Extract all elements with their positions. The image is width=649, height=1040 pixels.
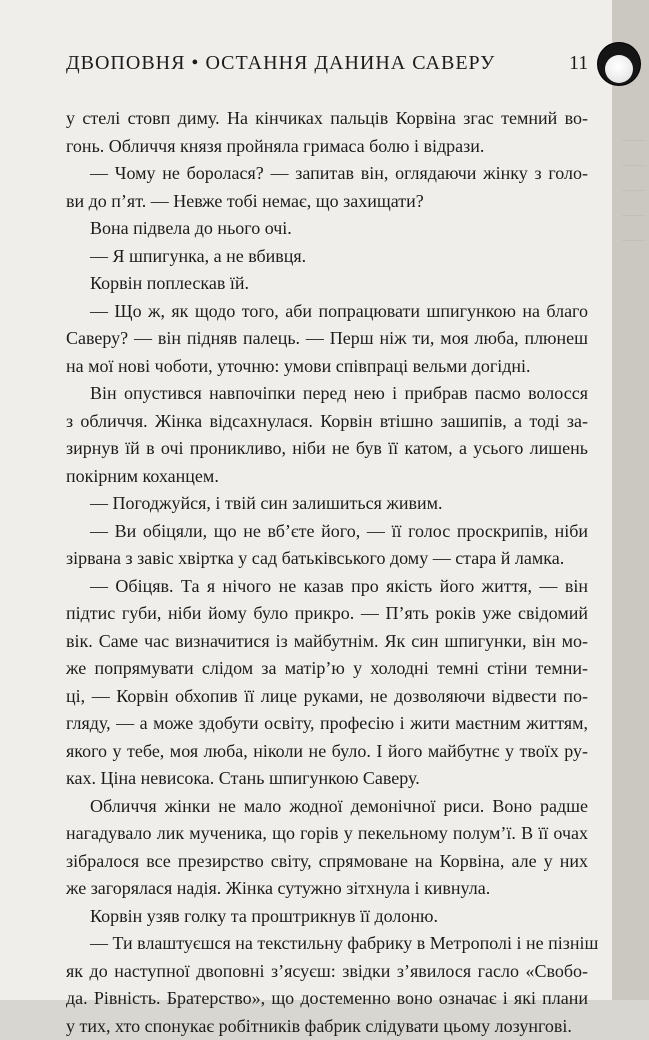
text-line: з обличчя. Жінка відсахнулася. Корвін втішно зашипів, а тоді за- — [66, 408, 588, 436]
text-line: Вона підвела до нього очі. — [66, 215, 588, 243]
text-line: же попрямувати слідом за матір’ю у холодні темні стіни темни- — [66, 655, 588, 683]
text-line: да. Рівність. Братерство», що достеменно воно означає і які плани — [66, 985, 588, 1013]
text-line: у тих, хто спонукає робітників фабрик слідувати цьому лозунгові. — [66, 1013, 588, 1040]
text-line: як до наступної двоповні з’ясуєш: звідки з’явилося гасло «Свобо- — [66, 958, 588, 986]
text-line: — Чому не боролася? — запитав він, оглядаючи жінку з голо- — [66, 160, 588, 188]
bleed-through-line — [622, 165, 646, 166]
text-line: — Я шпигунка, а не вбивця. — [66, 243, 588, 271]
bleed-through-line — [622, 240, 646, 241]
text-line: гонь. Обличчя князя пройняла гримаса болю і відрази. — [66, 133, 588, 161]
text-line: підтис губи, ніби йому було прикро. — П’ять років уже свідомий — [66, 600, 588, 628]
text-line: на мої нові чоботи, уточню: умови співпраці вельми догідні. — [66, 353, 588, 381]
bleed-through-line — [622, 140, 646, 141]
text-line: зібралося все презирство світу, спрямоване на Корвіна, але у них — [66, 848, 588, 876]
text-line: же загорялася надія. Жінка сутужно зітхнула і кивнула. — [66, 875, 588, 903]
text-line: зирнув їй в очі проникливо, ніби не був її катом, а усього лишень — [66, 435, 588, 463]
page-edge — [612, 0, 649, 1000]
text-line: у стелі стовп диму. На кінчиках пальців Корвіна згас темний во- — [66, 105, 588, 133]
text-line: — Обіцяв. Та я нічого не казав про якість його життя, — він — [66, 573, 588, 601]
text-line: — Ви обіцяли, що не вб’єте його, — її голос проскрипів, ніби — [66, 518, 588, 546]
running-head: ДВОПОВНЯ • ОСТАННЯ ДАНИНА САВЕРУ — [66, 52, 495, 75]
text-line: покірним коханцем. — [66, 463, 588, 491]
text-line: Саверу? — він підняв палець. — Перш ніж ти, моя люба, плюнеш — [66, 325, 588, 353]
text-line: ви до п’ят. — Невже тобі немає, що захищати? — [66, 188, 588, 216]
text-line: зірвана з завіс хвіртка у сад батьківського дому — стара й ламка. — [66, 545, 588, 573]
text-line: нагадувало лик мученика, що горів у пекельному полум’ї. В її очах — [66, 820, 588, 848]
text-line: Корвін узяв голку та проштрикнув її долоню. — [66, 903, 588, 931]
text-line: ках. Ціна невисока. Стань шпигункою Саверу. — [66, 765, 588, 793]
bleed-through-line — [622, 215, 646, 216]
text-line: — Погоджуйся, і твій син залишиться живим. — [66, 490, 588, 518]
text-line: гляду, — а може здобути освіту, професію і жити маєтним життям, — [66, 710, 588, 738]
page-number: 11 — [569, 52, 588, 75]
body-text — [66, 105, 588, 1040]
text-line: Обличчя жінки не мало жодної демонічної риси. Воно радше — [66, 793, 588, 821]
text-line: якого у тебе, моя люба, ніколи не було. І його майбутнє у твоїх ру- — [66, 738, 588, 766]
moon-icon — [598, 43, 640, 85]
text-line: Корвін поплескав їй. — [66, 270, 588, 298]
text-line: ці, — Корвін обхопив її лице руками, не дозволяючи відвести по- — [66, 683, 588, 711]
bleed-through-line — [622, 190, 646, 191]
text-line: вік. Саме час визначитися із майбутнім. Як син шпигунки, він мо- — [66, 628, 588, 656]
text-line: — Що ж, як щодо того, аби попрацювати шпигункою на благо — [66, 298, 588, 326]
text-line: — Ти влаштуєшся на текстильну фабрику в Метрополі і не пізніш — [66, 930, 588, 958]
text-line: Він опустився навпочіпки перед нею і прибрав пасмо волосся — [66, 380, 588, 408]
page-header — [66, 52, 586, 92]
